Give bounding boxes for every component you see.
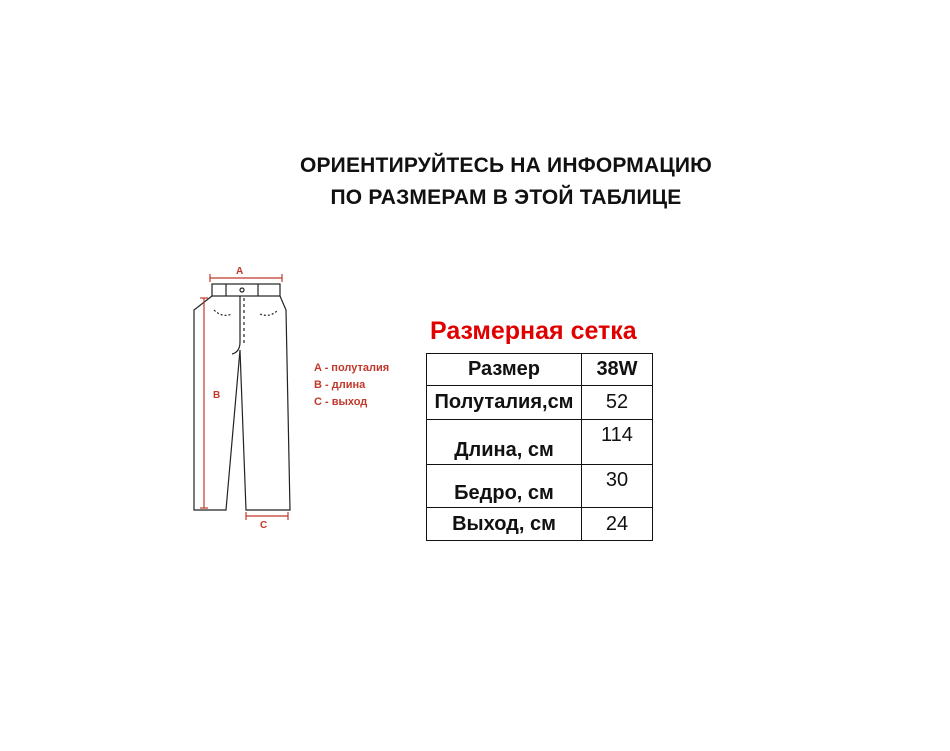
label-c: C [260, 520, 268, 531]
table-row [427, 508, 653, 541]
row-label: Выход, см [427, 508, 582, 541]
header-label-cell: Размер [427, 354, 582, 386]
label-a: A [236, 266, 244, 277]
table-row [427, 465, 653, 508]
legend-a: A - полуталия [314, 362, 390, 374]
row-value: 114 [582, 420, 653, 465]
header-size-cell: 38W [582, 354, 653, 386]
table-header-row [427, 354, 653, 386]
size-table [426, 353, 653, 541]
pants-outline [194, 284, 290, 510]
row-label: Бедро, см [427, 465, 582, 508]
measurement-legend [314, 360, 389, 411]
row-value: 52 [582, 386, 653, 420]
heading-line-1: ОРИЕНТИРУЙТЕСЬ НА ИНФОРМАЦИЮ [299, 154, 713, 177]
row-value: 30 [582, 465, 653, 508]
legend-c: C - выход [314, 396, 368, 408]
heading-line-2: ПО РАЗМЕРАМ В ЭТОЙ ТАБЛИЦЕ [330, 186, 682, 209]
size-chart-title: Размерная сетка [430, 317, 637, 345]
page-heading [0, 150, 950, 214]
table-row [427, 386, 653, 420]
table-row [427, 420, 653, 465]
row-value: 24 [582, 508, 653, 541]
row-label: Полуталия,см [427, 386, 582, 420]
legend-b: B - длина [314, 379, 366, 391]
row-label: Длина, см [427, 420, 582, 465]
label-b: B [213, 390, 221, 401]
